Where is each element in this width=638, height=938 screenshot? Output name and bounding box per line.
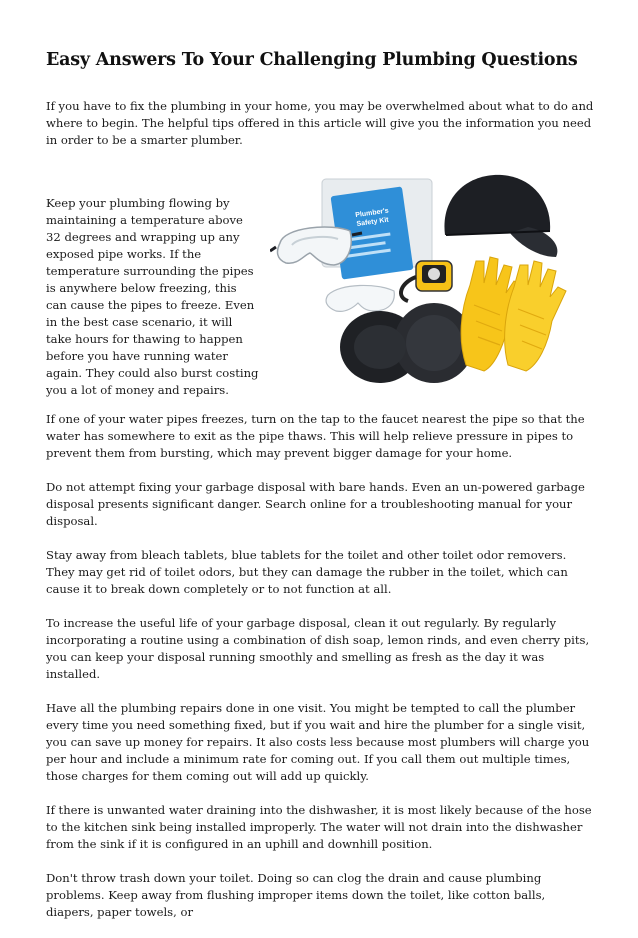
safety-glasses (326, 285, 394, 311)
body-paragraph: Stay away from bleach tablets, blue tablets for the toilet and other toilet odor removers. They may get rid of toilet odors, but they can damage the rubber in the toilet, which can cause it to break down completely or to not function at all. (46, 548, 568, 596)
article-body (46, 411, 596, 938)
side-paragraph: Keep your plumbing flowing by maintaining a temperature above 32 degrees and wrapping up any exposed pipe works. If the temperature surrounding the pipes is anywhere below freezing, this can cause the pipes to freeze. Even in the best case scenario, it will take hours for thawing to happen before you have running water again. They could also burst costing you a lot of money and repairs. (46, 196, 259, 397)
article-title: Easy Answers To Your Challenging Plumbing Questions (46, 50, 578, 70)
body-paragraph: Have all the plumbing repairs done in one visit. You might be tempted to call the plumber every time you need something fixed, but if you wait and hire the plumber for a single visit, you can save up money for repairs. It also costs less because most plumbers will charge you per hour and include a minimum rate for coming out. If you call them out multiple times, those charges for them coming out will add up quickly. (46, 701, 590, 783)
knee-pads (340, 303, 474, 383)
body-paragraph: If there is unwanted water draining into the dishwasher, it is most likely because of the hose to the kitchen sink being installed improperly. The water will not drain into the dishwasher from the sink if it is configured in an uphill and downhill position. (46, 803, 592, 851)
kit-label-line1: Plumber's (354, 207, 390, 220)
body-paragraph: To increase the useful life of your garbage disposal, clean it out regularly. By regularly incorporating a routine using a combination of dish soap, lemon rinds, and even cherry pits, you can keep your disposal running smoothly and smelling as fresh as the day it was installed. (46, 616, 590, 681)
yellow-gloves (461, 257, 566, 371)
black-cap (444, 175, 557, 257)
body-paragraph: If one of your water pipes freezes, turn on the tap to the faucet nearest the pipe so that the water has somewhere to exit as the pipe thaws. This will help relieve pressure in pipes to prevent them from bursting, which may prevent bigger damage for your home. (46, 412, 585, 460)
kit-label-line2: Safety Kit (356, 216, 390, 229)
intro-paragraph: If you have to fix the plumbing in your home, you may be overwhelmed about what to do and where to begin. The helpful tips offered in this article will give you the information you need in order to be a smarter plumber. (46, 99, 594, 147)
body-paragraph: Do not attempt fixing your garbage disposal with bare hands. Even an un-powered garbage disposal presents significant danger. Search online for a troubleshooting manual for your disposal. (46, 480, 585, 528)
body-paragraph: Don't throw trash down your toilet. Doing so can clog the drain and cause plumbing problems. Keep away from flushing improper items down the toilet, like cotton balls, diapers, paper towels, or (46, 871, 546, 919)
safety-kit-image (270, 165, 570, 395)
safety-kit-illustration (270, 165, 570, 395)
